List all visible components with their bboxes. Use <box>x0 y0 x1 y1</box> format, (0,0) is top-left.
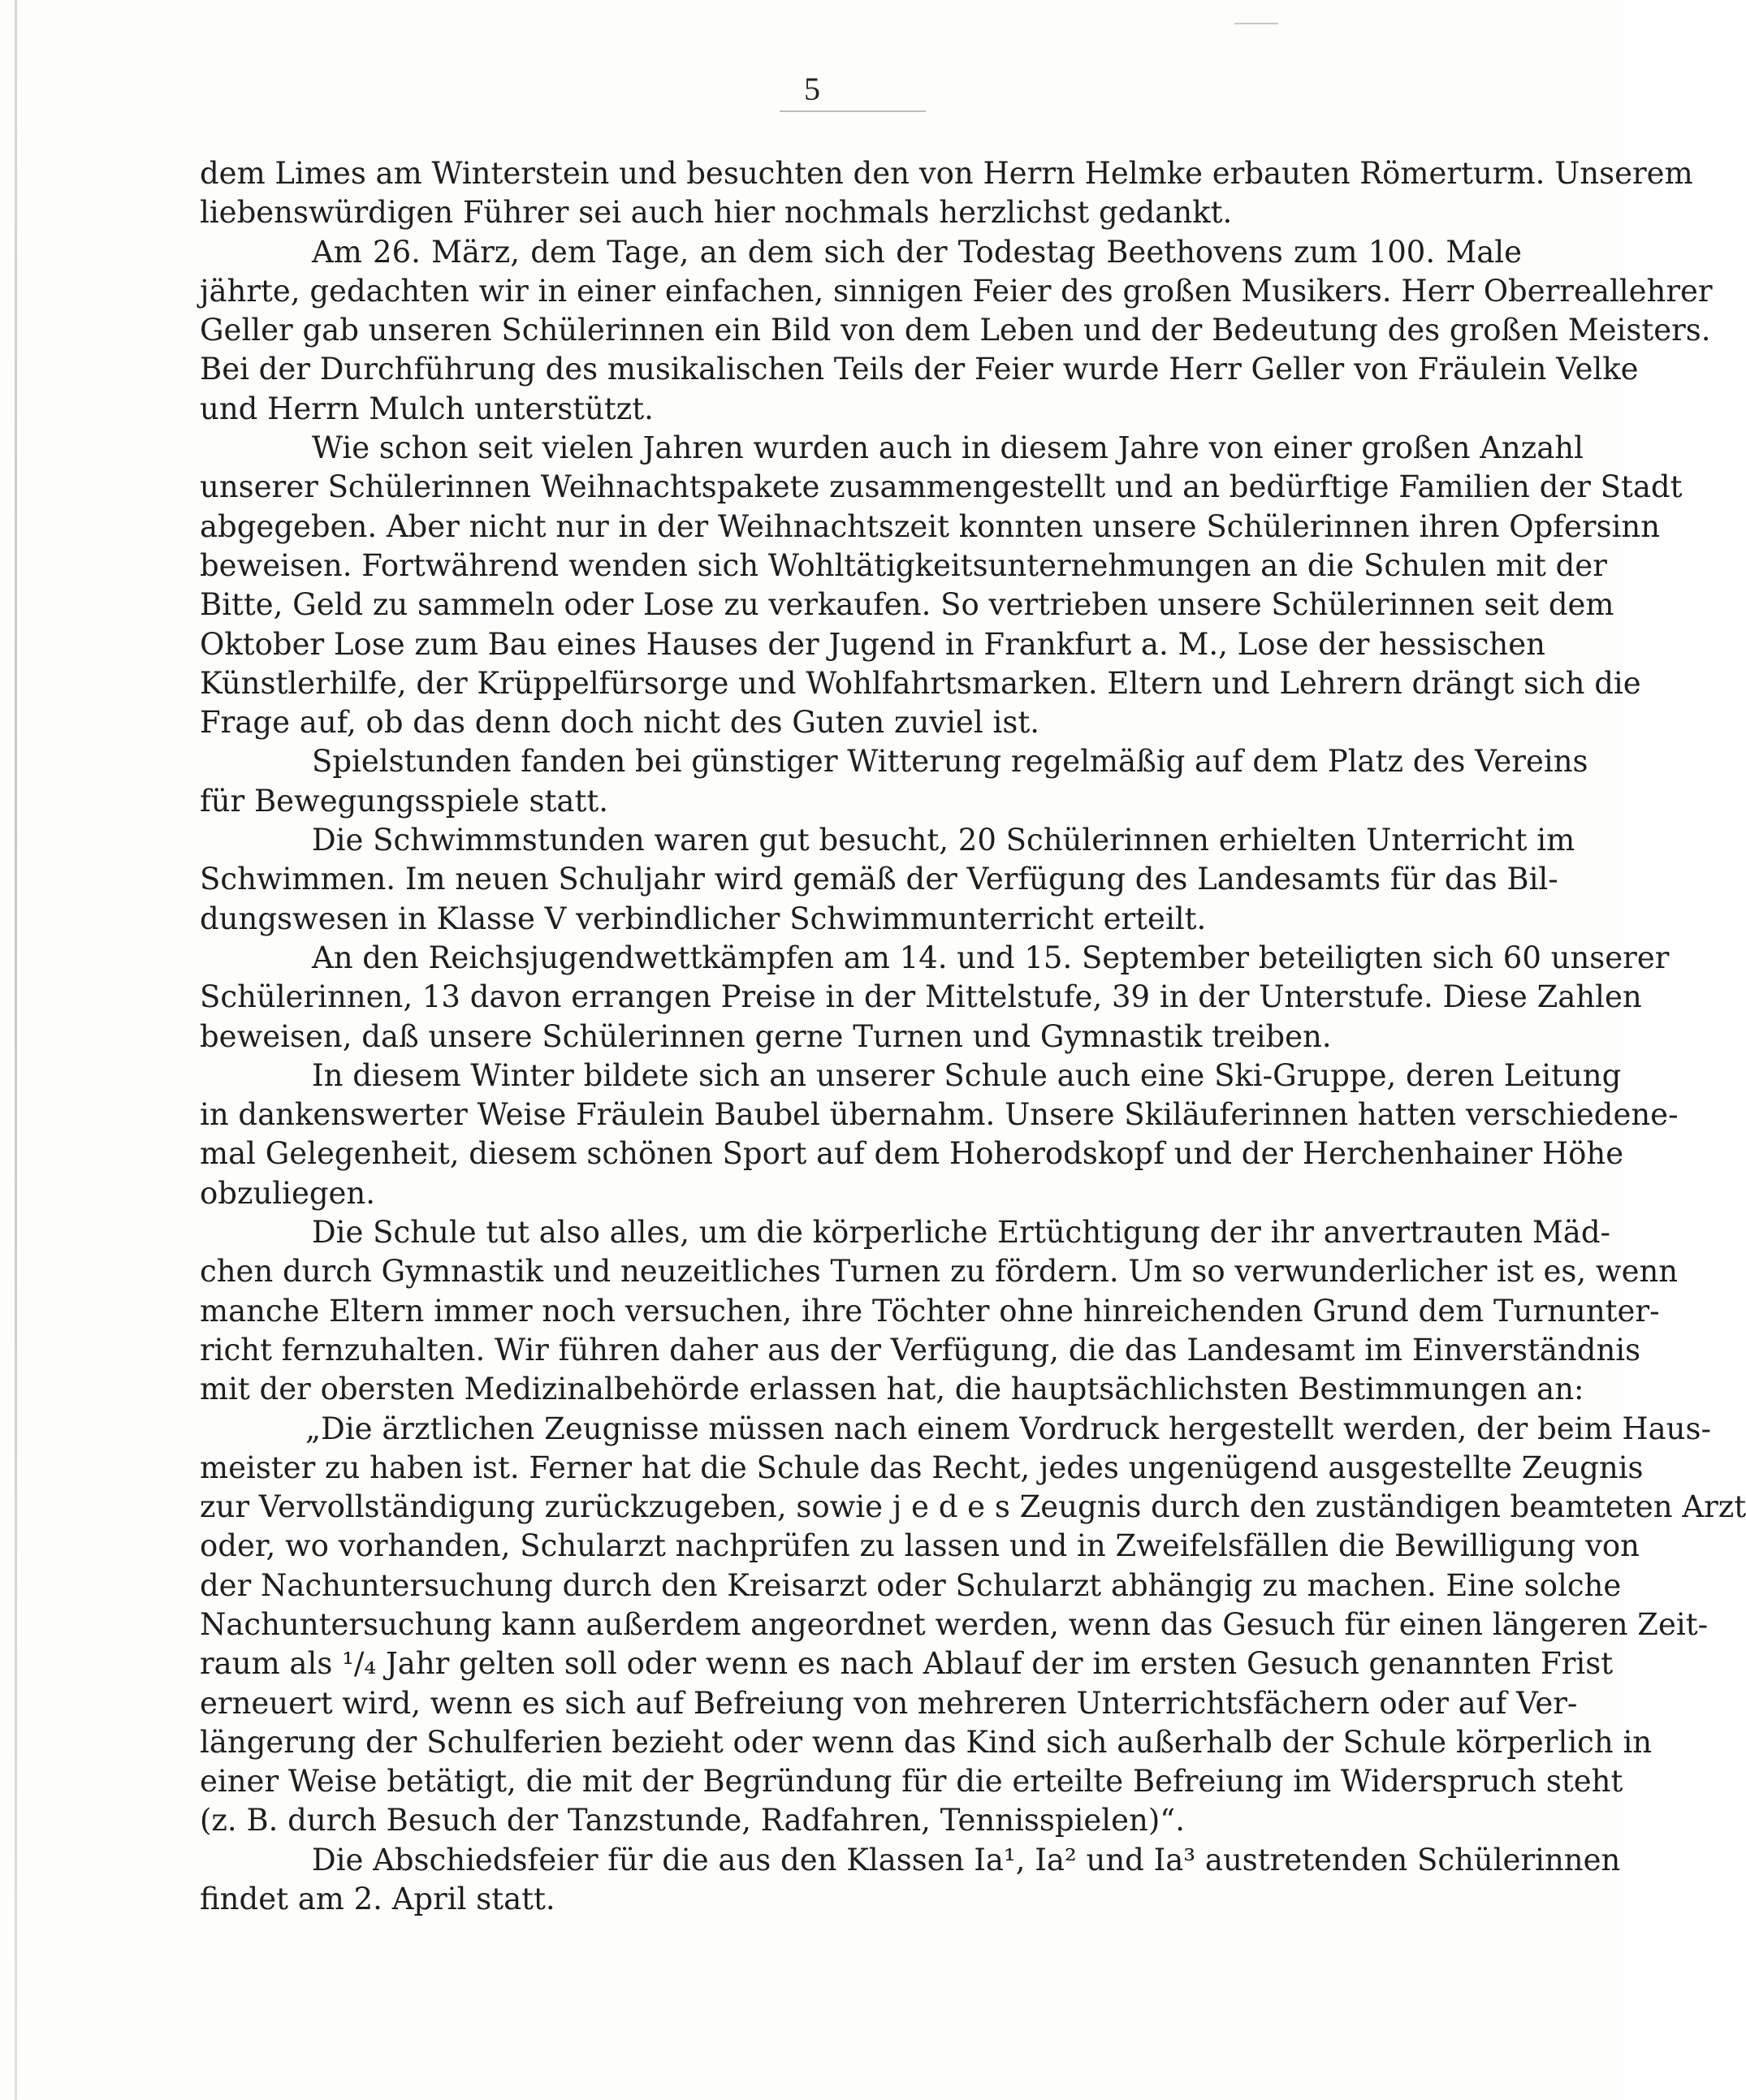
text-line: Oktober Lose zum Bau eines Hauses der Jugend in Frankfurt a. M., Lose der hessischen <box>200 626 1545 662</box>
text-line: dem Limes am Winterstein und besuchten den von Herrn Helmke erbauten Römerturm. Unserem <box>200 156 1693 191</box>
text-line: für Bewegungsspiele statt. <box>200 783 608 819</box>
text-line: Bei der Durchführung des musikalischen Teils der Feier wurde Herr Geller von Fräulein Velke <box>200 352 1639 387</box>
text-line: obzuliegen. <box>200 1175 376 1211</box>
text-line: Die Abschiedsfeier für die aus den Klassen Ia¹, Ia² und Ia³ austretenden Schülerinnen <box>312 1842 1621 1877</box>
paragraph <box>200 821 1575 939</box>
text-line: abgegeben. Aber nicht nur in der Weihnachtszeit konnten unsere Schülerinnen ihren Opfersinn <box>200 508 1661 544</box>
paragraph <box>200 1056 1679 1213</box>
text-line: einer Weise betätigt, die mit der Begründung für die erteilte Befreiung im Widerspruch steht <box>200 1764 1623 1800</box>
text-line: Wie schon seit vielen Jahren wurden auch in diesem Jahre von einer großen Anzahl <box>312 430 1584 466</box>
text-line: der Nachuntersuchung durch den Kreisarzt oder Schularzt abhängig zu machen. Eine solche <box>200 1567 1622 1603</box>
header-rule <box>780 110 926 112</box>
paragraph <box>200 233 1713 429</box>
text-line: Schülerinnen, 13 davon errangen Preise in der Mittelstufe, 39 in der Unterstufe. Diese Zahlen <box>200 979 1642 1015</box>
text-line: Schwimmen. Im neuen Schuljahr wird gemäß der Verfügung des Landesamts für das Bil- <box>200 862 1558 897</box>
paragraph <box>200 742 1588 821</box>
text-line: „Die ärztlichen Zeugnisse müssen nach einem Vordruck hergestellt werden, der beim Haus- <box>305 1411 1711 1446</box>
text-line: Die Schule tut also alles, um die körperliche Ertüchtigung der ihr anvertrauten Mäd- <box>312 1215 1611 1251</box>
text-line: manche Eltern immer noch versuchen, ihre Töchter ohne hinreichenden Grund dem Turnunter- <box>200 1293 1660 1329</box>
paragraph <box>200 1213 1679 1409</box>
text-line: Am 26. März, dem Tage, an dem sich der Todestag Beethovens zum 100. Male <box>312 234 1522 270</box>
text-line: Geller gab unseren Schülerinnen ein Bild von dem Leben und der Bedeutung des großen Meisters. <box>200 313 1711 348</box>
text-line: richt fernzuhalten. Wir führen daher aus der Verfügung, die das Landesamt im Einverständnis <box>200 1332 1641 1368</box>
text-line: chen durch Gymnastik und neuzeitliches Turnen zu fördern. Um so verwunderlicher ist es, wenn <box>200 1254 1679 1290</box>
text-line: Frage auf, ob das denn doch nicht des Guten zuviel ist. <box>200 705 1039 741</box>
body-text <box>200 154 1746 1919</box>
text-line: mit der obersten Medizinalbehörde erlassen hat, die hauptsächlichsten Bestimmungen an: <box>200 1372 1584 1407</box>
text-line: unserer Schülerinnen Weihnachtspakete zusammengestellt und an bedürftige Familien der Stadt <box>200 469 1683 505</box>
text-line: dungswesen in Klasse V verbindlicher Schwimmunterricht erteilt. <box>200 901 1207 936</box>
text-line: Künstlerhilfe, der Krüppelfürsorge und Wohlfahrtsmarken. Eltern und Lehrern drängt sich die <box>200 665 1641 701</box>
text-line: Die Schwimmstunden waren gut besucht, 20 Schülerinnen erhielten Unterricht im <box>312 823 1575 858</box>
text-line: Spielstunden fanden bei günstiger Witterung regelmäßig auf dem Platz des Vereins <box>312 744 1588 780</box>
text-line: und Herrn Mulch unterstützt. <box>200 391 654 426</box>
text-line: (z. B. durch Besuch der Tanzstunde, Radfahren, Tennisspielen)“. <box>200 1803 1185 1839</box>
quotation <box>200 1410 1746 1841</box>
text-line: Nachuntersuchung kann außerdem angeordnet werden, wenn das Gesuch für einen längeren Zeit- <box>200 1606 1709 1642</box>
text-line: An den Reichsjugendwettkämpfen am 14. und 15. September beteiligten sich 60 unserer <box>312 940 1670 975</box>
text-line: beweisen. Fortwährend wenden sich Wohltätigkeitsunternehmungen an die Schulen mit der <box>200 547 1607 583</box>
text-line: In diesem Winter bildete sich an unserer Schule auch eine Ski-Gruppe, deren Leitung <box>312 1057 1622 1093</box>
scan-edge-mark <box>1234 23 1278 24</box>
paragraph <box>200 429 1683 742</box>
text-line: liebenswürdigen Führer sei auch hier nochmals herzlichst gedankt. <box>200 195 1233 231</box>
text-line: oder, wo vorhanden, Schularzt nachprüfen zu lassen und in Zweifelsfällen die Bewilligung von <box>200 1528 1640 1564</box>
text-line: zur Vervollständigung zurückzugeben, sowie j e d e s Zeugnis durch den zuständigen beamteten Arzt <box>200 1489 1746 1525</box>
text-line: Bitte, Geld zu sammeln oder Lose zu verkaufen. So vertrieben unsere Schülerinnen seit dem <box>200 587 1614 623</box>
text-line: längerung der Schulferien bezieht oder wenn das Kind sich außerhalb der Schule körperlich in <box>200 1724 1653 1760</box>
text-line: meister zu haben ist. Ferner hat die Schule das Recht, jedes ungenügend ausgestellte Zeugnis <box>200 1450 1644 1485</box>
text-line: raum als ¹/₄ Jahr gelten soll oder wenn es nach Ablauf der im ersten Gesuch genannten Frist <box>200 1646 1614 1682</box>
text-line: beweisen, daß unsere Schülerinnen gerne Turnen und Gymnastik treiben. <box>200 1018 1332 1054</box>
text-line: jährte, gedachten wir in einer einfachen, sinnigen Feier des großen Musikers. Herr Oberreallehrer <box>200 273 1713 309</box>
paragraph <box>200 1841 1621 1920</box>
scan-edge-shadow <box>15 0 17 2100</box>
text-line: findet am 2. April statt. <box>200 1882 555 1917</box>
text-line: in dankenswerter Weise Fräulein Baubel übernahm. Unsere Skiläuferinnen hatten verschiedene- <box>200 1097 1679 1133</box>
text-line: erneuert wird, wenn es sich auf Befreiung von mehreren Unterrichtsfächern oder auf Ver- <box>200 1685 1578 1721</box>
paragraph <box>200 154 1693 233</box>
text-line: mal Gelegenheit, diesem schönen Sport auf dem Hoherodskopf und der Herchenhainer Höhe <box>200 1136 1624 1172</box>
paragraph <box>200 939 1670 1056</box>
page-number: 5 <box>804 71 820 107</box>
